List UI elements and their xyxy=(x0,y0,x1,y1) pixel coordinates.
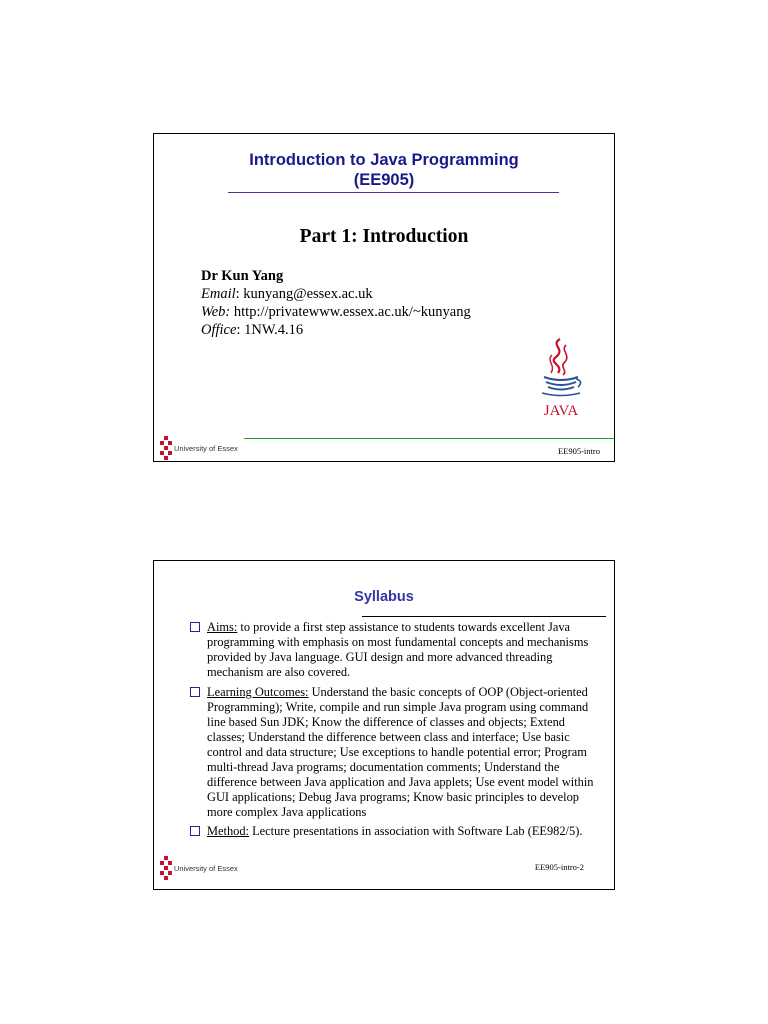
web-line xyxy=(201,303,471,321)
bullet-learning-outcomes xyxy=(190,685,598,820)
slide-2-title: Syllabus xyxy=(354,589,414,605)
email-value: : kunyang@essex.ac.uk xyxy=(235,286,373,302)
web-value: http://privatewww.essex.ac.uk/~kunyang xyxy=(230,304,471,320)
method-text: Lecture presentations in association with Software Lab (EE982/5). xyxy=(249,824,583,838)
title-divider xyxy=(228,192,559,193)
aims-text: to provide a first step assistance to students towards excellent Java programming with emphasis on most fundamental concepts and mechanisms provided by Java language. GUI design and more advanced threading mechanism are also covered. xyxy=(207,620,589,679)
bullet-aims xyxy=(190,620,598,680)
essex-crest-icon xyxy=(160,856,174,882)
bullet-method xyxy=(190,824,598,839)
checkbox-bullet-icon xyxy=(190,826,200,836)
aims-lead: Aims: xyxy=(207,620,238,634)
web-label: Web: xyxy=(201,304,231,320)
email-label: Email xyxy=(201,286,236,302)
office-line xyxy=(201,321,303,339)
checkbox-bullet-icon xyxy=(190,622,200,632)
office-value: : 1NW.4.16 xyxy=(236,322,304,338)
lo-lead: Learning Outcomes: xyxy=(207,685,309,699)
lo-text: Understand the basic concepts of OOP (Object-oriented Programming); Write, compile and run simple Java program using command line based Sun JDK; Know the difference of classes and objects; Extend classes; Understand the difference between class and interface; Use basic control and data structure; Use exceptions to handle potential error; Program multi-thread Java programs; documentation comments; Understand the difference between Java application and Java applets; Use event model within GUI applications; Debug Java programs; Know basic principles to develop more complex Java applications xyxy=(207,685,594,819)
university-logo xyxy=(160,436,260,462)
logo-text: University of Essex xyxy=(174,444,238,453)
slide-footer: EE905-intro-2 xyxy=(534,862,584,872)
university-logo xyxy=(160,856,260,882)
method-lead: Method: xyxy=(207,824,249,838)
essex-crest-icon xyxy=(160,436,174,462)
part-heading: Part 1: Introduction xyxy=(299,226,469,247)
slide-2 xyxy=(153,560,615,890)
title-divider xyxy=(362,616,606,617)
office-label: Office xyxy=(201,322,237,338)
logo-text: University of Essex xyxy=(174,864,238,873)
java-logo xyxy=(536,335,586,419)
author-name: Dr Kun Yang xyxy=(201,268,284,284)
title-line-1: Introduction to Java Programming xyxy=(249,151,519,169)
java-logo-text: JAVA xyxy=(543,403,579,419)
email-line xyxy=(201,285,373,303)
slide-1 xyxy=(153,133,615,462)
slide-footer: EE905-intro xyxy=(557,446,600,456)
footer-divider xyxy=(244,438,614,439)
slide-1-title xyxy=(154,150,614,190)
checkbox-bullet-icon xyxy=(190,687,200,697)
title-line-2: (EE905) xyxy=(353,171,415,189)
